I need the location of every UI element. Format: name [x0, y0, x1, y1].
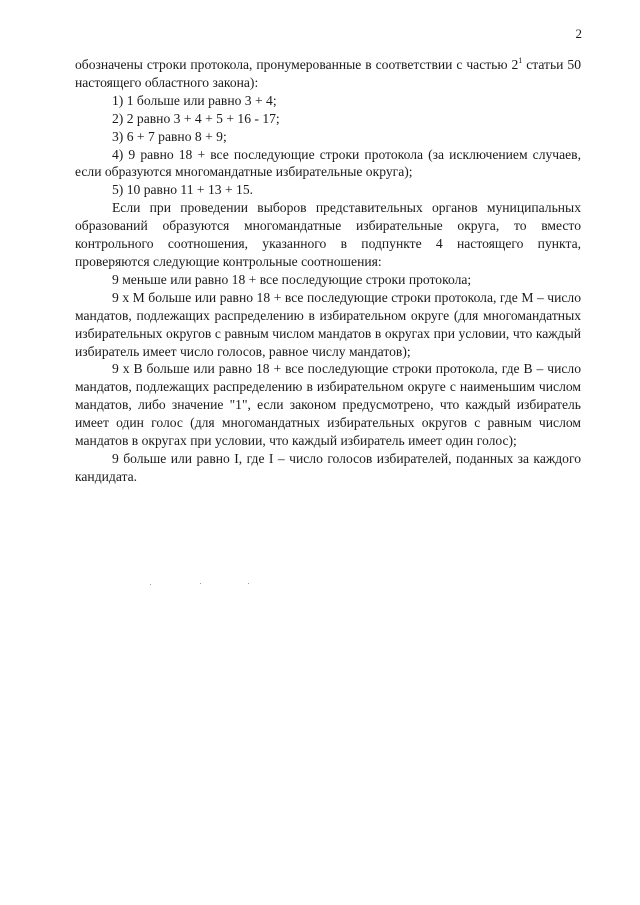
paragraph-intro	[75, 56, 581, 92]
superscript-index: 1	[518, 56, 523, 65]
list-item-1: 1) 1 больше или равно 3 + 4;	[112, 92, 277, 108]
paragraph-ratio-b: 9 х В больше или равно 18 + все последующие строки протокола, где В – число мандатов, подлежащих распределению в избирательном округе с наименьшим числом мандатов, либо значение "1", если законом предусмотрено, что каждый избиратель имеет один голос (для многомандатных избирательных округов с равным числом мандатов в округах при условии, что каждый избиратель имеет один голос);	[75, 361, 581, 449]
paragraph-multimandate-condition: Если при проведении выборов представительных органов муниципальных образований образуются многомандатные избирательные округа, то вместо контрольного соотношения, указанного в подпункте 4 настоящего пункта, проверяются следующие контрольные соотношения:	[75, 200, 581, 269]
list-item-3: 3) 6 + 7 равно 8 + 9;	[112, 128, 227, 144]
scan-speck	[248, 583, 249, 584]
paragraph-intro-tail: статьи 50 настоящего областного закона):	[75, 57, 581, 90]
list-item-2: 2) 2 равно 3 + 4 + 5 + 16 - 17;	[112, 110, 280, 126]
list-item-5: 5) 10 равно 11 + 13 + 15.	[112, 182, 254, 198]
paragraph-intro-text: обозначены строки протокола, пронумерованные в соответствии с частью 2	[75, 57, 519, 72]
document-body	[75, 56, 581, 486]
paragraph-ratio-less: 9 меньше или равно 18 + все последующие строки протокола;	[112, 271, 472, 287]
page-number: 2	[575, 26, 582, 41]
paragraph-ratio-m: 9 х М больше или равно 18 + все последующие строки протокола, где М – число мандатов, подлежащих распределению в избирательном округе (для многомандатных избирательных округов с равным числом мандатов в округах при условии, что каждый избиратель имеет число голосов, равное числу мандатов);	[75, 289, 581, 359]
list-item-4: 4) 9 равно 18 + все последующие строки протокола (за исключением случаев, если образуются многомандатные избирательные округа);	[75, 146, 581, 180]
scan-speck	[200, 583, 201, 584]
scan-speck	[150, 584, 151, 585]
paragraph-ratio-i: 9 больше или равно I, где I – число голосов избирателей, поданных за каждого кандидата.	[75, 450, 581, 484]
